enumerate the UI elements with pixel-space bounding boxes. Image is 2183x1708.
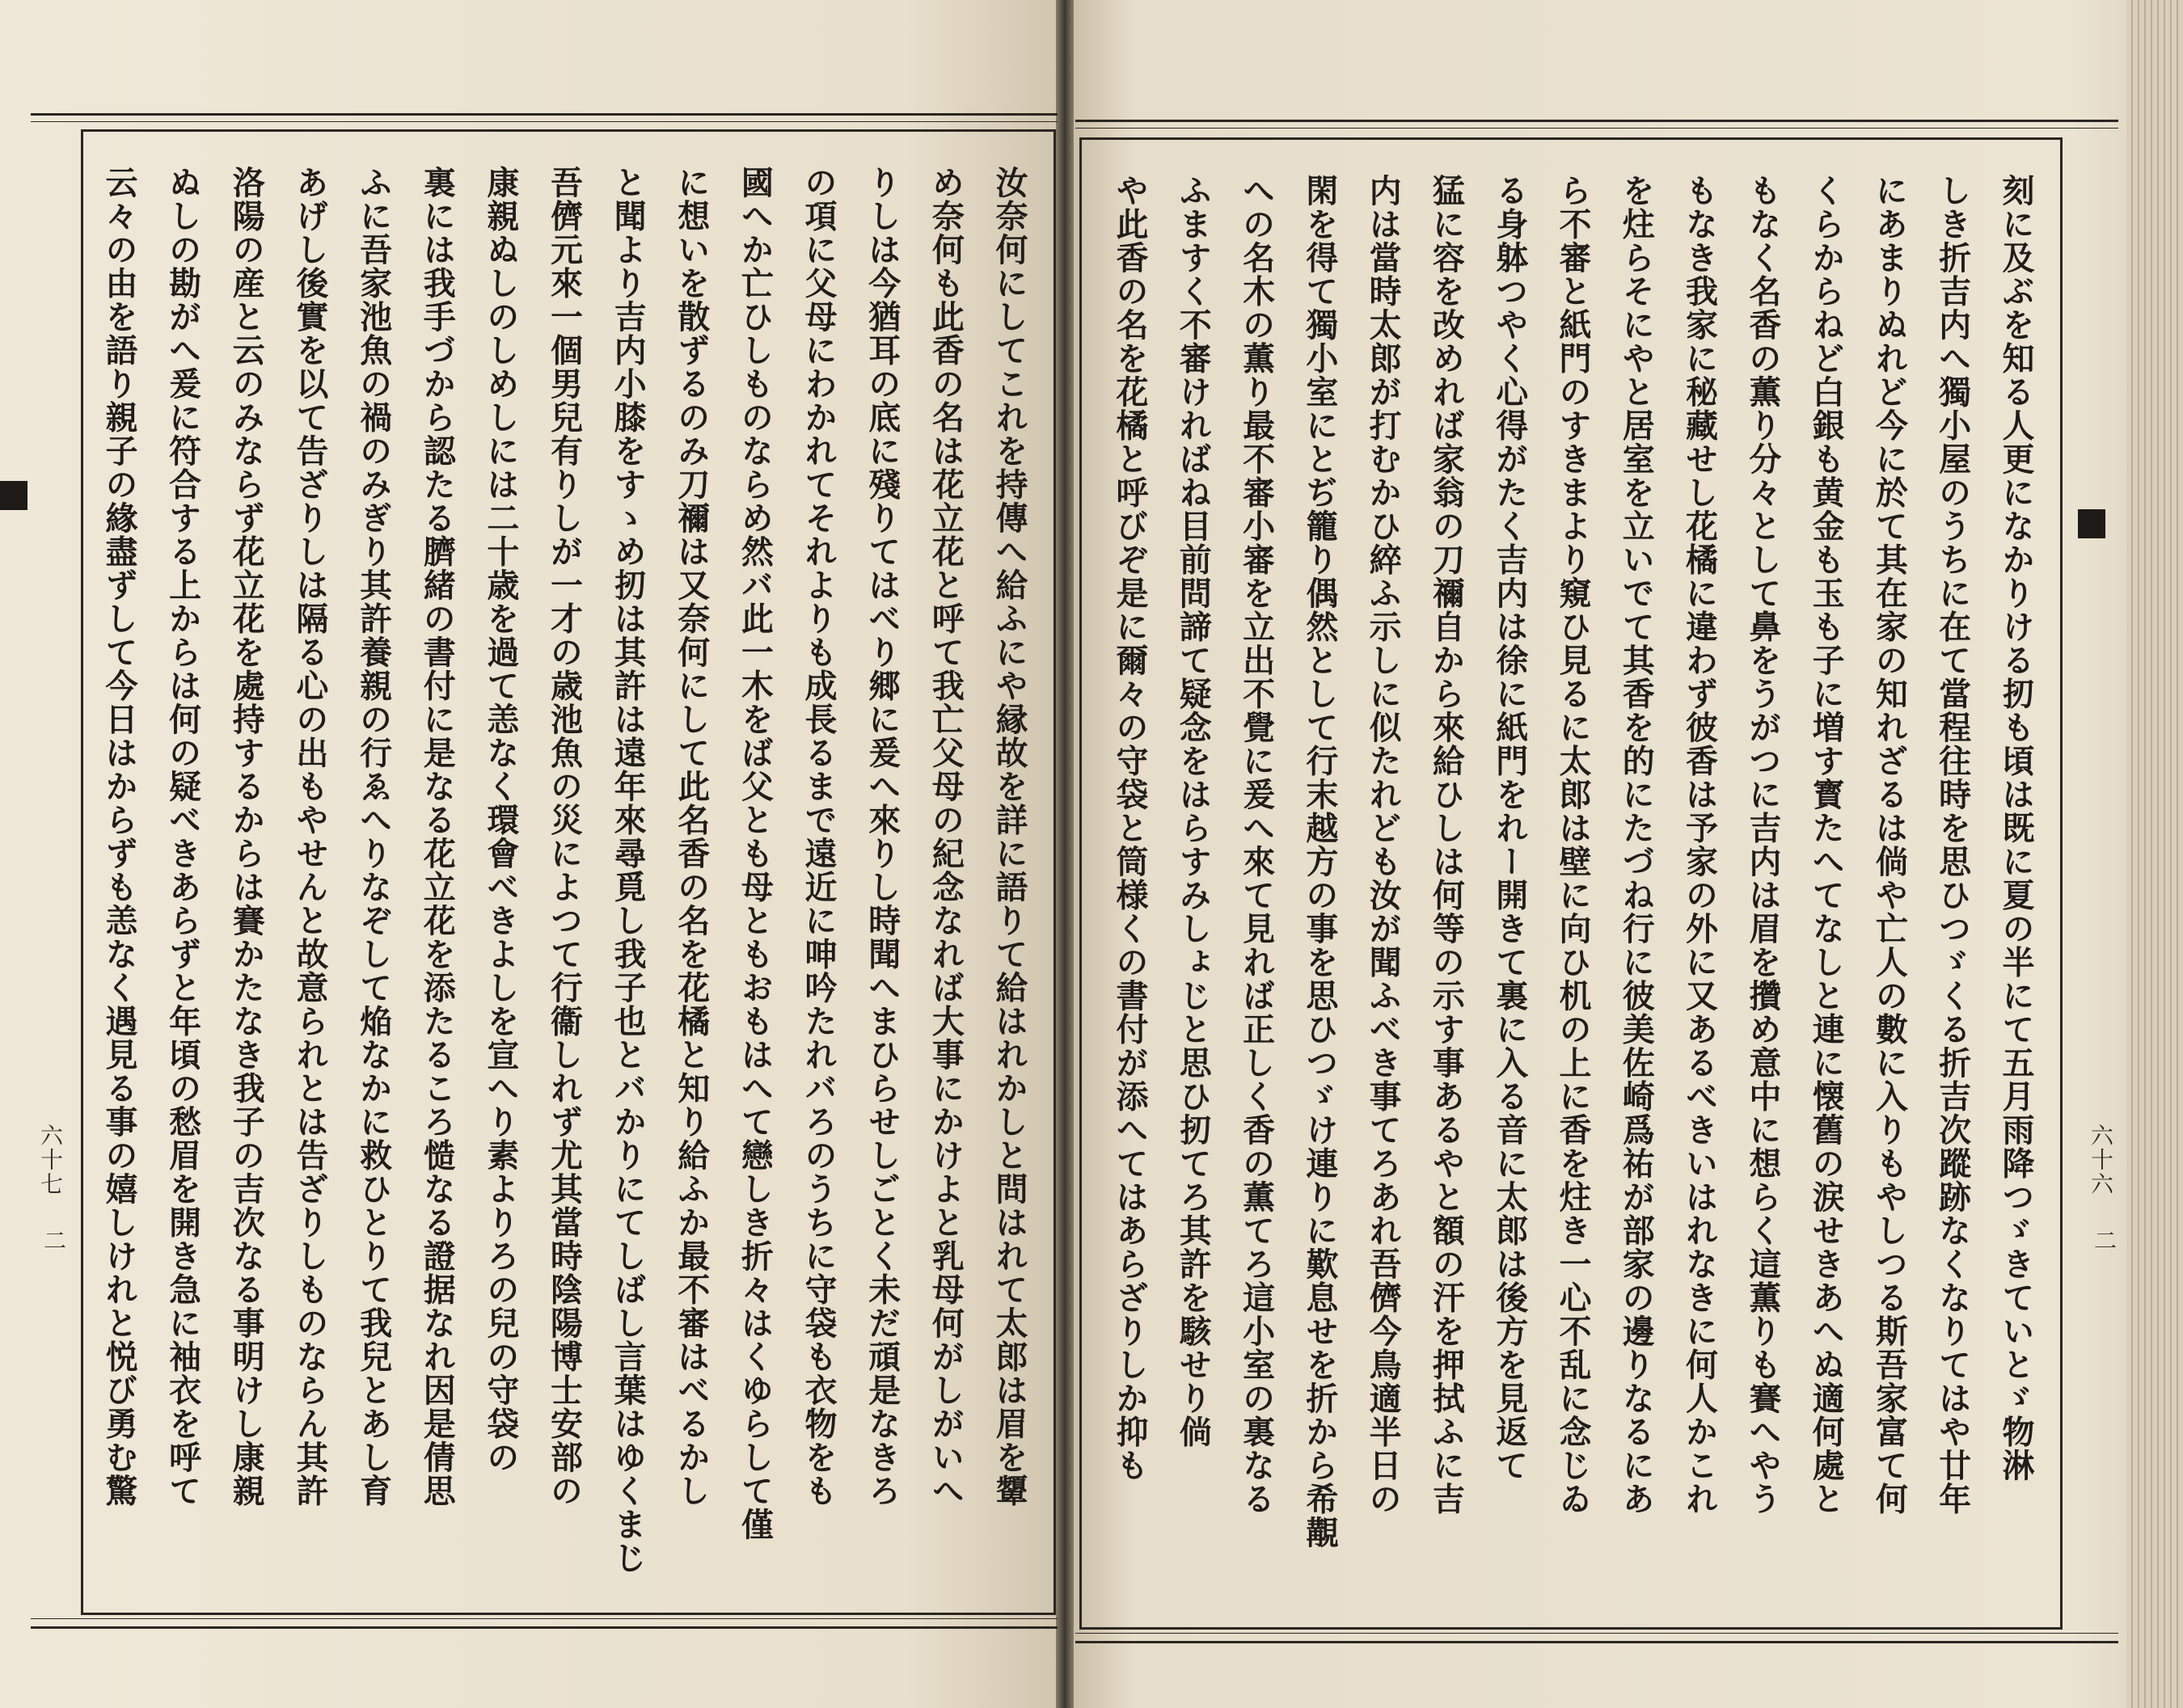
text-column: や此香の名を花橘と呼びぞ是に爾々の守袋と筒様くの書付が添へてはあらざりしか抑も	[1111, 174, 1149, 1482]
text-column: への名木の薫り最不審小審を立出不覺に爰へ來て見れば正しく香の薫てろ這小室の裏なる	[1237, 174, 1276, 1516]
text-column: 内は當時太郎が打むかひ綷ふ示しに似たれども汝が聞ふべき事てろあれ吾儕今鳥適半日の	[1364, 174, 1403, 1516]
left-bottom-rule-thin	[31, 1618, 1058, 1619]
right-margin-tab	[2078, 509, 2105, 538]
text-column: 康親ぬしのしめしには二十歳を過て恙なく環會べきよしを宣へり素よりろの兒の守袋の	[481, 166, 520, 1474]
text-column: に想いを散ずるのみ刀禰は又奈何にして此名香の名を花橘と知り給ふか最不審はべるかし	[672, 166, 711, 1508]
text-column: 刻に及ぶを知る人更になかりける扨も頃は既に夏の半にて五月雨降つゞきていとゞ物淋	[1996, 174, 2035, 1482]
text-column: りしは今猶耳の底に殘りてはべり郷に爰へ來りし時聞へまひらせしごとく未だ頑是なきろ	[863, 166, 901, 1508]
left-margin-tab	[0, 481, 27, 510]
right-text-columns	[1104, 174, 2042, 1605]
text-column: 裏には我手づから認たる臍緒の書付に是なる花立花を添たるころ慥なる證据なれ因是倩思	[418, 166, 457, 1508]
right-top-rule	[1075, 120, 2118, 122]
left-top-rule-thin	[31, 121, 1058, 122]
text-column: あげし後實を以て告ざりしは隔る心の出もやせんと故意られとは告ざりしものならん其許	[290, 166, 329, 1508]
text-column: を炷らそにやと居室を立いでて其香を的にたづね行に彼美佐崎爲祐が部家の邊りなるにあ	[1617, 174, 1656, 1516]
left-folio-sub: 二	[40, 1229, 67, 1251]
text-column: る身躰つやく心得がたく吉内は徐に紙門をれー開きて裏に入る音に太郎は後方を見返て	[1490, 174, 1529, 1482]
text-column: 汝奈何にしてこれを持傳へ給ふにや縁故を詳に語りて給はれかしと問はれて太郎は眉を顰	[990, 166, 1028, 1508]
text-column: ふに吾家池魚の禍のみぎり其許養親の行ゑへりなぞして焔なかに救ひとりて我兒とあし育	[354, 166, 393, 1508]
right-folio-sub: 二	[2091, 1229, 2118, 1251]
text-column: め奈何も此香の名は花立花と呼て我亡父母の紀念なれば大事にかけよと乳母何がしがいへ	[927, 166, 965, 1508]
text-column: 吾儕元來一個男兒有りしが一才の歳池魚の災によつて行衞しれず尤其當時陰陽博士安部の	[545, 166, 584, 1508]
text-column: にあまりぬれど今に於て其在家の知れざるは倘や亡人の數に入りもやしつる斯吾家富て何	[1870, 174, 1909, 1516]
text-column: ぬしの勘がへ爰に符合する上からは何の疑べきあらずと年頃の愁眉を開き急に袖衣を呼て	[163, 166, 202, 1508]
text-column: ふますく不審ければね目前問諦て疑念をはらすみしょじと思ひ扨てろ其許を駭せり倘	[1174, 174, 1213, 1449]
book-gutter	[1056, 0, 1074, 1708]
text-column: 國へか亡ひしものならめ然バ此一木をば父とも母ともおもはへて戀しき折々はくゆらして僅	[736, 166, 775, 1541]
text-column: もなく名香の薫り分々として鼻をうがつに吉内は眉を攢め意中に想らく這薫りも賽へやう	[1743, 174, 1782, 1516]
right-bottom-rule	[1075, 1641, 2118, 1643]
text-column: くらからねど白銀も黄金も玉も子に増す寳たへてなしと連に懐舊の涙せきあへぬ適何處と	[1807, 174, 1846, 1516]
text-column: 閑を得て獨小室にとぢ籠り偶然として行末越方の事を思ひつゞけ連りに歎息せを折から希覯	[1300, 174, 1339, 1550]
left-top-rule	[31, 113, 1058, 116]
right-folio: 六十六	[2088, 1124, 2114, 1196]
left-text-columns	[93, 166, 1035, 1588]
text-column: 洛陽の産と云のみならず花立花を處持するからは賽かたなき我子の吉次なる事明けし康親	[227, 166, 266, 1508]
text-column: ら不審と紙門のすきまより窺ひ見るに太郎は壁に向ひ机の上に香を炷き一心不乱に念じゐ	[1553, 174, 1592, 1516]
text-column: と聞より吉内小膝をすゝめ扨は其許は遠年來尋覓し我子也とバかりにてしばし言葉はゆくまじ	[609, 166, 648, 1575]
left-folio: 六十七	[37, 1124, 64, 1196]
text-column: 猛に容を改めれば家翁の刀禰自から來給ひしは何等の示す事あるやと額の汗を押拭ふに吉	[1427, 174, 1466, 1516]
right-top-rule-thin	[1075, 128, 2118, 129]
text-column: もなき我家に秘藏せし花橘に違わず彼香は予家の外に又あるべきいはれなきに何人かこれ	[1680, 174, 1719, 1516]
text-column: 云々の由を語り親子の緣盡ずして今日はからずも恙なく遇見る事の嬉しけれと悦び勇む驚	[100, 166, 138, 1508]
text-column: しき折吉内へ獨小屋のうちに在て當程往時を思ひつゞくる折吉次蹤跡なくなりてはや廿年	[1933, 174, 1972, 1516]
left-bottom-rule	[31, 1626, 1058, 1629]
right-bottom-rule-thin	[1075, 1633, 2118, 1634]
text-column: の項に父母にわかれてそれよりも成長るまで遠近に呻吟たれバろのうちに守袋も衣物をも	[800, 166, 838, 1508]
page-edges	[2126, 0, 2183, 1708]
